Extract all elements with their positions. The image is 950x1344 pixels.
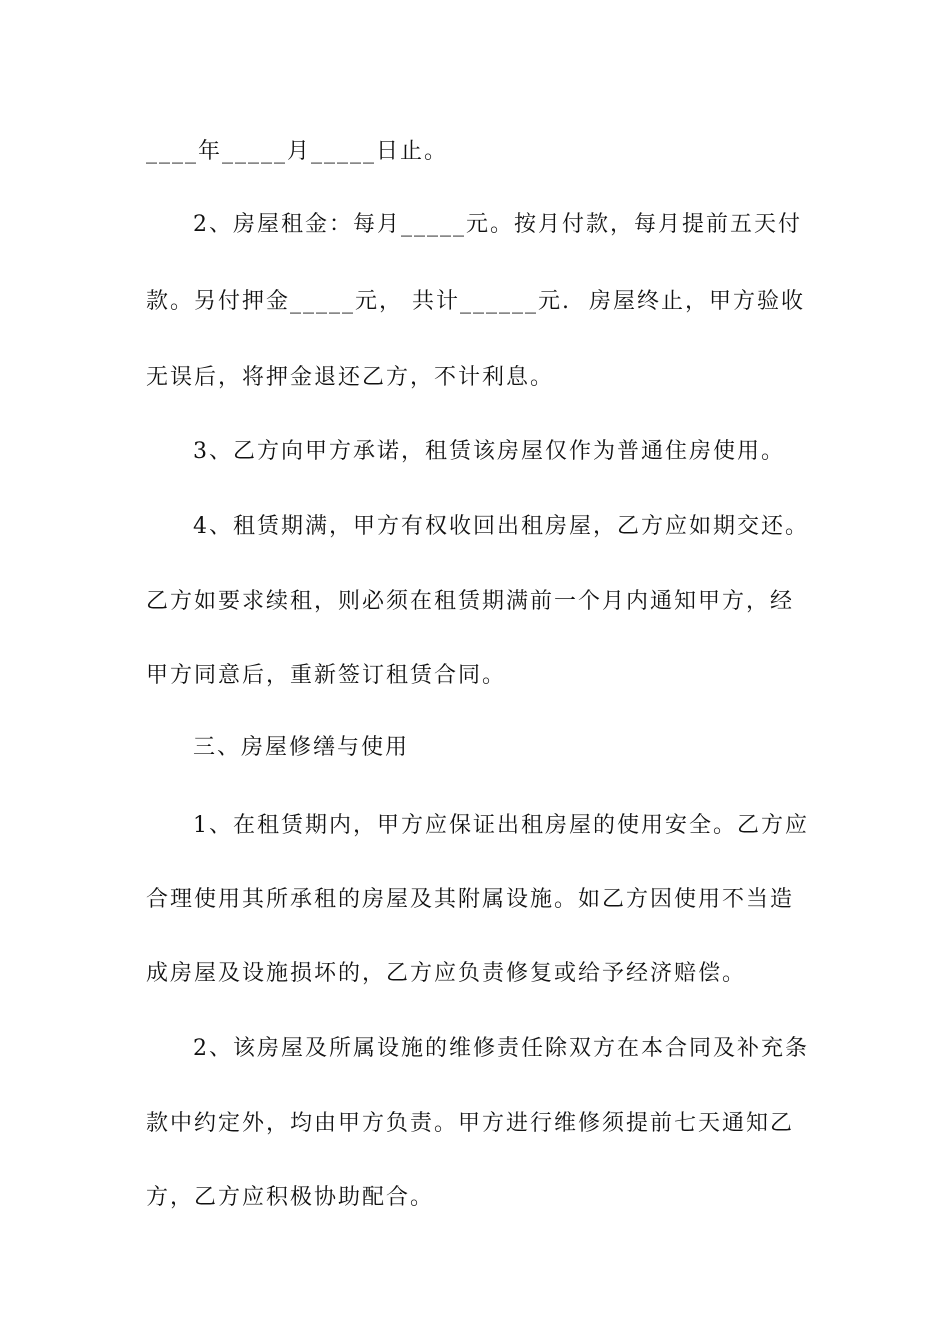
section-heading-repairs: 三、房屋修缮与使用 bbox=[193, 735, 410, 760]
text-line-damage: 成房屋及设施损坏的，乙方应负责修复或给予经济赔偿。 bbox=[146, 961, 747, 986]
text-line-proper-use: 合理使用其所承租的房屋及其附属设施。如乙方因使用不当造 bbox=[146, 887, 795, 912]
text-line-refund: 无误后，将押金退还乙方，不计利息。 bbox=[146, 365, 555, 390]
text-line-rent-clause: 2、房屋租金：每月_____元。按月付款，每月提前五天付 bbox=[193, 212, 802, 237]
text-line-safety: 1、在租赁期内，甲方应保证出租房屋的使用安全。乙方应 bbox=[193, 813, 809, 838]
text-line-new-contract: 甲方同意后，重新签订租赁合同。 bbox=[146, 663, 507, 688]
text-line-usage-promise: 3、乙方向甲方承诺，租赁该房屋仅作为普通住房使用。 bbox=[193, 439, 785, 464]
text-line-deposit: 款。另付押金_____元， 共计______元. 房屋终止，甲方验收 bbox=[146, 289, 805, 314]
text-line-end-date: ____年_____月_____日止。 bbox=[146, 139, 449, 164]
text-line-cooperation: 方，乙方应积极协助配合。 bbox=[146, 1185, 435, 1210]
text-line-renewal: 乙方如要求续租，则必须在租赁期满前一个月内通知甲方，经 bbox=[146, 589, 795, 614]
text-line-lease-expiry: 4、租赁期满，甲方有权收回出租房屋，乙方应如期交还。 bbox=[193, 514, 809, 539]
text-line-maintenance: 2、该房屋及所属设施的维修责任除双方在本合同及补充条 bbox=[193, 1036, 809, 1061]
text-line-maintenance-notice: 款中约定外，均由甲方负责。甲方进行维修须提前七天通知乙 bbox=[146, 1111, 795, 1136]
